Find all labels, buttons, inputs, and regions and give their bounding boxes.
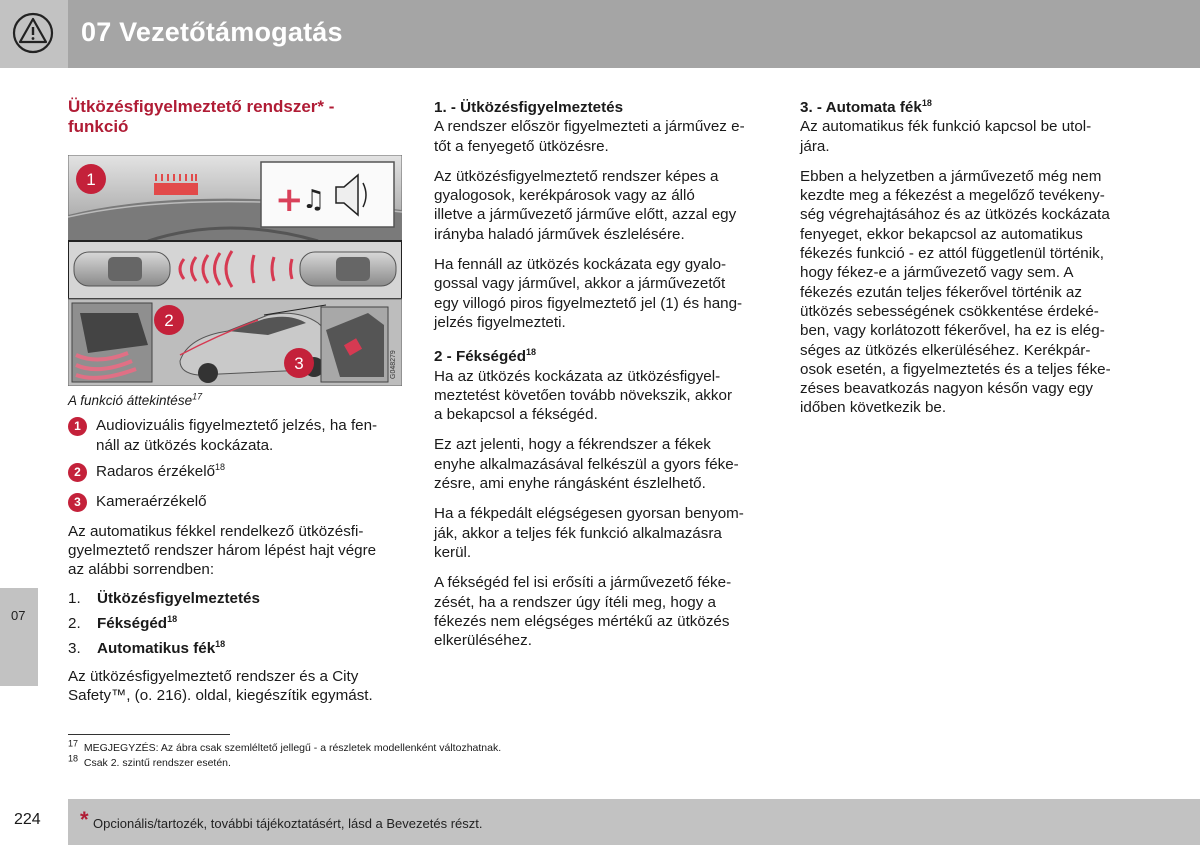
footer-note: Opcionális/tartozék, további tájékoztatásért, lásd a Bevezetés részt. <box>93 816 483 831</box>
column-1-body <box>68 391 403 716</box>
figure-badge-3: 3 <box>294 354 304 373</box>
section-title-line-2: funkció <box>68 117 129 136</box>
list-item: 3 Kameraérzékelő <box>68 492 403 512</box>
header-icon-box <box>0 0 68 68</box>
paragraph: Ebben a helyzetben a járművezető még nem kezdte meg a fékezést a megelőző tevékeny- ség végrehajtásához és az ütközés kockázata fenyeget, ekkor bekapcsol az automatikus fékezés funkció - ez attól függetlenül történik, hogy fékez-e a járművezető vagy sem. A fékezés ezután teljes fékerővel történik az ütközés sebességének csökkentése érdeké- ben, vagy korlátozott fékerővel, ha ez is elég- séges az ütközés elkerüléséhez. Kerékpár- osok esetén, a figyelmeztetés és a teljes féke- zéses beavatkozás nagyon későn vagy egy időben következik be. <box>800 167 1111 417</box>
chapter-side-tab-label: 07 <box>11 608 26 623</box>
function-overview-figure <box>68 155 402 386</box>
figure-badge-2: 2 <box>164 311 174 330</box>
section-title <box>68 97 403 137</box>
chapter-title: 07 Vezetőtámogatás <box>81 17 343 47</box>
paragraph: Ez azt jelenti, hogy a fékrendszer a fékek enyhe alkalmazásával felkészül a gyors féke- zésre, ami enyhe rángásként észlelhető. <box>434 436 739 493</box>
section-title-line-1: Ütközésfigyelmeztető rendszer* - <box>68 97 335 116</box>
footnote-17: $^{17}$ MEGJEGYZÉS: Az ábra csak szemléltető jellegű - a részletek modellenként változhatnak. <box>68 738 502 754</box>
list-item: 2 Radaros érzékelő$^{18}$ <box>68 462 403 482</box>
heading-brake-assist: 2 - Fékségéd$^{18}$ <box>434 347 537 366</box>
page-number: 224 <box>14 811 41 828</box>
paragraph: Az automatikus fék funkció kapcsol be utol- jára. <box>800 118 1092 155</box>
figure-badge-1: 1 <box>86 170 96 189</box>
page-header <box>0 0 1200 68</box>
footer-bar <box>68 799 1200 845</box>
number-badge: 1 <box>68 417 87 436</box>
paragraph: Az ütközésfigyelmeztető rendszer képes a gyalogosok, kerékpárosok vagy az álló illetve a járművezető járműve előtt, azzal egy irányba haladó járművek észlelésére. <box>434 167 737 243</box>
figure-illustration <box>68 155 402 386</box>
number-badge: 2 <box>68 463 87 482</box>
column-1 <box>68 97 403 137</box>
chapter-side-tab <box>0 588 38 686</box>
step-item: 3. Automatikus fék$^{18}$ <box>68 639 226 658</box>
paragraph: Ha az ütközés kockázata az ütközésfigyel- meztetést követően tovább növekszik, akkor a bekapcsol a fékségéd. <box>434 367 732 424</box>
paragraph: A fékségéd fel isi erősíti a járművezető féke- zését, ha a rendszer úgy ítéli meg, hogy a fékezés nem elégséges mértékű az ütközés elkerüléséhez. <box>434 574 732 650</box>
heading-collision-warning: 1. - Ütközésfigyelmeztetés <box>434 99 624 116</box>
closing-paragraph: Az ütközésfigyelmeztető rendszer és a City Safety™, (o. 216). oldal, kiegészítik egymást. <box>68 667 373 704</box>
paragraph: Ha a fékpedált elégségesen gyorsan benyom- ják, akkor a teljes fék funkció alkalmazásra kerül. <box>434 505 744 561</box>
step-item: 1. Ütközésfigyelmeztetés <box>68 589 260 607</box>
footnotes <box>68 738 502 771</box>
column-2 <box>434 98 774 661</box>
own-car-topview <box>74 252 170 286</box>
page-footer <box>0 799 1200 845</box>
number-badge: 3 <box>68 493 87 512</box>
audio-warning-inset <box>261 162 394 227</box>
column-3 <box>800 98 1145 429</box>
component-list <box>68 416 403 512</box>
step-item: 2. Fékségéd$^{18}$ <box>68 614 178 633</box>
vehicle-ahead-topview <box>300 252 396 286</box>
steps-list <box>68 589 403 659</box>
optional-star-icon: * <box>80 807 89 832</box>
paragraph: Ha fennáll az ütközés kockázata egy gyalo- gossal vagy járművel, akkor a járművezetőt egy villogó piros figyelmeztető jel (1) és hang- jelzés figyelmezteti. <box>434 256 743 331</box>
warning-triangle-icon <box>0 0 68 68</box>
heading-auto-brake: 3. - Automata fék$^{18}$ <box>800 97 932 116</box>
figure-code: G048279 <box>390 350 397 379</box>
svg-text:+: + <box>275 180 304 220</box>
footnote-18: $^{18}$ Csak 2. szintű rendszer esetén. <box>68 753 231 769</box>
footnote-divider <box>68 734 230 735</box>
intro-paragraph: Az automatikus fékkel rendelkező ütközésfi- gyelmeztető rendszer három lépést hajt végre az alábbi sorrendben: <box>68 522 377 579</box>
figure-caption: A funkció áttekintése$^{17}$ <box>68 391 203 408</box>
paragraph: A rendszer először figyelmezteti a járművez e- tőt a fenyegető ütközésre. <box>434 118 745 155</box>
list-item: 1 Audiovizuális figyelmeztető jelzés, ha fen- náll az ütközés kockázata. <box>68 416 403 455</box>
svg-text:♫: ♫ <box>302 185 326 215</box>
